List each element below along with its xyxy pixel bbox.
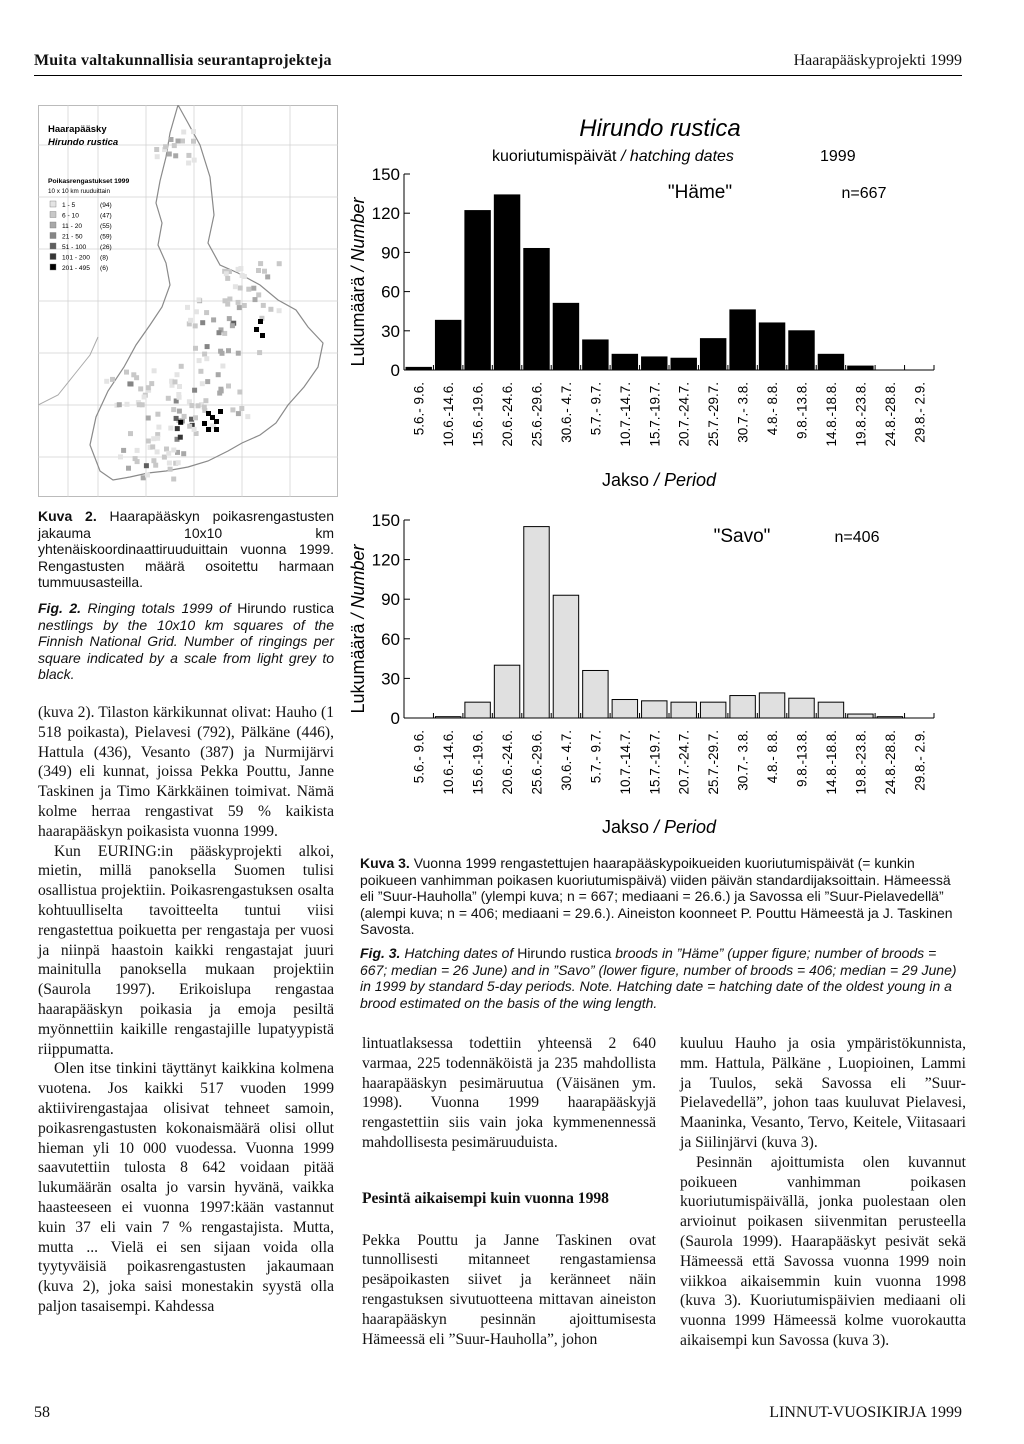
paragraph: Pesinnän ajoittumista olen kuvannut poikueen vanhimman poikasen kuoriutumispäivällä, jonka puolestaan olen arvioinut poikasen siivenmitan perusteella (Saurola 1999). Haarapääskyt pesivät sekä Hämeessä että Savossa vuonna 1999 noin viikkoa aikaisemmin kuin vuonna 1998 (kuva 3). Kuoriutumispäivien mediaani oli vuonna 1999 Hämeessä kolme vuorokautta aikaisempi kun Savossa (kuva 3). [680,1153,966,1349]
ringing-square [151,458,156,463]
legend-swatch [50,254,56,260]
x-tick-label: 4.8.- 8.8. [765,730,781,784]
bar [583,340,608,370]
bar [435,320,460,370]
ringing-square [167,461,172,466]
bar [671,702,696,718]
running-header-left: Muita valtakunnallisia seurantaprojekteja [34,52,332,69]
x-tick-label: 20.7.-24.7. [676,730,692,795]
bar [700,339,725,370]
ringing-square [242,303,247,308]
ringing-square [174,416,179,421]
bar [583,670,608,718]
ringing-square [237,390,242,395]
ringing-square [256,268,261,273]
y-tick-label: 120 [371,550,400,570]
running-header-right: Haarapääskyprojekti 1999 [793,52,962,69]
ringing-square [176,392,181,397]
bar [848,366,873,370]
ringing-square [166,451,171,456]
figure-2-english: Fig. 2. Ringing totals 1999 of Hirundo rustica nestlings by the 10x10 km squares of the Finnish National Grid. Number of ringings per square indicated by a scale from light grey to black. [38,599,335,683]
ringing-square [150,444,155,449]
map-legend-title: Poikasrengastukset 1999 [48,178,130,185]
ringing-square [253,297,258,302]
y-tick-label: 30 [381,669,400,689]
ringing-square [171,477,176,482]
journal-name: LINNUT-VUOSIKIRJA 1999 [769,1404,962,1421]
legend-swatch [50,222,56,228]
paragraph: kuuluu Hauho ja osia ympäristökunnista, mm. Hattula, Pälkäne , Luopioinen, Lammi ja Tuulos, sekä Savossa eli ”Suur-Pielavedellä”, johon taas kuuluvat Pielavesi, Maaninka, Vesanto, Tervo, Keitele, Viitasaari ja Siilinjärvi (kuva 3). [680,1035,966,1151]
ringing-square [168,467,173,472]
header-rule [34,75,962,76]
ringing-square [178,435,183,440]
y-axis [372,511,410,728]
ringing-square [125,402,130,407]
ringing-square [218,409,223,414]
ringing-square [155,436,160,441]
ringing-square [194,309,199,314]
y-axis-label: Lukumäärä / Number [348,197,368,367]
ringing-square [191,129,196,134]
ringing-square [204,310,209,315]
legend-count: (6) [100,265,109,272]
ringing-square [176,460,181,465]
y-tick-label: 150 [371,511,400,530]
ringing-square [236,267,241,272]
ringing-square [155,154,160,159]
legend-swatch [50,233,56,239]
x-tick-label: 10.6.-14.6. [441,730,457,795]
ringing-square [205,344,210,349]
bar [494,195,519,370]
bar [494,665,519,718]
x-tick-label: 14.8.-18.8. [823,382,839,447]
ringing-square [242,274,247,279]
legend-count: (8) [100,254,109,262]
x-tick-label: 15.7.-19.7. [647,730,663,795]
legend-swatch [50,201,56,207]
section-heading: Pesintä aikaisempi kuin vuonna 1998 [362,1189,609,1207]
x-axis-label: Jakso / Period [601,470,717,490]
x-tick-label: 29.8.- 2.9. [912,382,928,443]
ringing-square [236,351,241,356]
y-tick-label: 90 [381,243,400,263]
ringing-square [211,317,216,322]
bar [759,323,784,370]
chart-title: Hirundo rustica [579,115,741,142]
x-tick-label: 24.8.-28.8. [882,382,898,447]
ringing-square [155,412,160,417]
body-column-3 [680,1034,966,1351]
bar [524,248,549,370]
ringing-square [171,448,176,453]
y-tick-label: 60 [381,282,400,302]
ringing-square [128,431,133,436]
ringing-square [117,402,122,407]
ringing-square [256,292,261,297]
x-tick-label: 19.8.-23.8. [853,382,869,447]
ringing-square [225,276,230,281]
ringing-square [134,375,139,380]
x-tick-label: 10.7.-14.7. [617,730,633,795]
map-legend-subtitle: 10 x 10 km ruuduittain [48,188,110,195]
ringing-square [146,416,151,421]
ringing-square [200,381,205,386]
ringing-square [193,346,198,351]
ringing-square [225,302,230,307]
ringing-square [202,352,207,357]
legend-range: 51 - 100 [62,244,87,251]
legend-range: 21 - 50 [62,233,83,241]
ringing-map [38,105,338,497]
legend-count: (26) [100,244,112,251]
x-tick-label: 15.7.-19.7. [647,382,663,447]
x-tick-label: 30.7.- 3.8. [735,730,751,791]
ringing-square [224,271,229,276]
ringing-square [230,407,235,412]
ringing-square [217,330,222,335]
chart-year: 1999 [820,148,856,165]
ringing-square [200,320,205,325]
ringing-square [206,411,211,416]
ringing-square [230,323,235,328]
ringing-square [233,284,238,289]
bar [553,303,578,370]
x-tick-label: 5.6.- 9.6. [411,730,427,784]
bar [848,714,873,718]
ringing-square [191,139,196,144]
ringing-square [257,350,262,355]
figure-2-en-label: Fig. 2. [38,599,82,616]
x-tick-label: 5.6.- 9.6. [411,382,427,436]
ringing-square [178,420,183,425]
x-tick-label: 25.6.-29.6. [529,730,545,795]
legend-range: 11 - 20 [62,223,83,230]
legend-range: 201 - 495 [62,265,90,272]
ringing-square [197,297,202,302]
x-axis [404,365,934,447]
ringing-square [245,414,250,419]
figure-3-english: Fig. 3. Hatching dates of Hirundo rustica broods in ”Häme” (upper figure; number of broods = 667; median = 26 June) and in ”Savo” (lower figure, number of broods = 406; median = 29 June) in 1999 by standard 5-day periods. Note. Hatching date = hatching date of the oldest young in a brood estimated on the basis of the wing length. [360,944,957,1011]
region-label: "Häme" [667,182,733,203]
ringing-square [214,427,219,432]
x-tick-label: 5.7.- 9.7. [588,382,604,436]
legend-count: (59) [100,233,112,241]
ringing-square [246,287,251,292]
hatching-chart-savo [342,500,942,845]
ringing-square [192,158,197,163]
ringing-square [203,398,208,403]
map-title: Haarapääsky [48,124,107,135]
ringing-square [167,152,172,157]
paragraph: Kun EURING:in pääskyprojekti alkoi, mietin, millä panoksella Suomen tulisi osallistua projektiin. Poikasrengastuksen osalta kohtuulliselta tavoitteelta tuntui viisi rengastettua poikuetta per rengastaja per vuosi ja niinpä haastoin kaikki rengastajat juuri mainitulla panoksella mukaan projektiin (Saurola 1997). Erikoislupa rengastaa haarapääskyn poikasia ja emoja pesiltä myönnettiin kaikille rengastajille lupatyypistä riippumatta. [38,842,334,1058]
legend-range: 1 - 5 [62,202,76,209]
figure-3-en-label: Fig. 3. [360,944,401,961]
map-subtitle: Hirundo rustica [48,137,119,148]
bar [671,358,696,370]
ringing-square [258,319,263,324]
x-tick-label: 14.8.-18.8. [823,730,839,795]
ringing-square [169,137,174,142]
x-tick-label: 24.8.-28.8. [882,730,898,795]
x-tick-label: 19.8.-23.8. [853,730,869,795]
ringing-square [163,144,168,149]
ringing-square [168,426,173,431]
x-tick-label: 30.6.- 4.7. [558,730,574,791]
ringing-square [166,396,171,401]
x-tick-label: 20.7.-24.7. [676,382,692,447]
ringing-square [172,143,177,148]
x-tick-label: 10.7.-14.7. [617,382,633,447]
ringing-square [180,139,185,144]
ringing-square [262,269,267,274]
x-tick-label: 10.6.-14.6. [441,382,457,447]
x-tick-label: 20.6.-24.6. [500,730,516,795]
x-tick-label: 25.7.-29.7. [706,382,722,447]
ringing-square [149,381,154,386]
bar [524,527,549,718]
ringing-square [188,318,193,323]
figure-3-species: Hirundo rustica [517,944,612,961]
ringing-square [144,463,149,468]
ringing-square [186,153,191,158]
paragraph: Pekka Pouttu ja Janne Taskinen ovat tunnollisesti mitanneet rengastamiensa pesäpoikasten siivet ja keränneet näin rengastuksen sivutuotteena mittavan aineiston haarapääskyn pesinnän ajoittumisesta Hämeessä eli ”Suur-Hauholla”, johon [362,1231,656,1348]
x-tick-label: 9.8.-13.8. [794,730,810,788]
page-number: 58 [34,1404,50,1421]
ringing-square [196,403,201,408]
ringing-square [193,323,198,328]
bar [700,702,725,718]
ringing-square [220,364,225,369]
bar [642,357,667,370]
y-tick-label: 120 [371,204,400,224]
y-axis-label: Lukumäärä / Number [348,544,368,714]
x-tick-label: 29.8.- 2.9. [912,730,928,791]
ringing-square [261,303,266,308]
ringing-square [227,316,232,321]
ringing-square [193,415,198,420]
figure-2-label: Kuva 2. [38,508,97,524]
x-tick-label: 30.6.- 4.7. [558,382,574,443]
bar [789,698,814,718]
bars [406,195,873,370]
bars [435,527,902,718]
paragraph: Olen itse tinkini täyttänyt kaikkina kolmena vuotena. Jos kaikki 517 vuoden 1999 aktiivirengastajaa olisivat tehneet samoin, poikasrengastusten kokonaismäärä olisi ollut hieman yli 10 000 vuodessa. Vuonna 1999 saavutettiin tulosta 8 642 voidaan pitää lukumäärän osalta jo varsin hyvänä, vaikka haasteeseen ei vuonna 1997:kään vastannut kuin 37 eli vain 7 % rengastajista. Mutta, mutta ... Vielä ei sen sijaan voida olla tyytyväisiä poikasrengastusten jakaumaan (kuva 2), joka saisi monestakin syystä olla paljon tasaisempi. Kahdessa [38,1060,334,1315]
ringing-square [277,261,282,266]
ringing-square [268,307,273,312]
ringing-square [142,395,147,400]
sample-size: n=406 [834,529,880,546]
ringing-square [239,406,244,411]
ringing-square [254,327,259,332]
y-tick-label: 60 [381,629,400,649]
x-tick-label: 15.6.-19.6. [470,730,486,795]
ringing-square [141,475,146,480]
ringing-square [171,407,176,412]
ringing-square [202,421,207,426]
figure-3-caption [360,855,966,1011]
bar [877,717,902,718]
bar [759,693,784,718]
legend-count: (47) [100,212,112,220]
ringing-square [237,305,242,310]
ringing-square [181,451,186,456]
ringing-square [124,370,129,375]
x-axis [404,713,934,795]
ringing-square [175,372,180,377]
legend-count: (94) [100,202,112,209]
y-tick-label: 0 [390,361,400,380]
ringing-square [156,425,161,430]
paragraph: lintuatlaksessa todettiin yhteensä 2 640 varmaa, 225 todennäköistä ja 235 mahdollista haarapääskyn pesimäruutua (Väisänen ym. 1998). Vuonna 1999 haarapääskyjä rengastettiin siis vain joka kymmenennessä mahdollisesta pesimäruuduista. [362,1035,656,1151]
ringing-square [192,427,197,432]
bar [406,367,431,370]
legend-swatch [50,264,56,270]
ringing-square [204,356,209,361]
ringing-square [177,384,182,389]
y-tick-label: 30 [381,321,400,341]
x-tick-label: 25.7.-29.7. [706,730,722,795]
hatching-chart-hame [342,105,942,497]
y-tick-label: 90 [381,590,400,610]
bar [465,211,490,370]
ringing-square [153,463,158,468]
x-axis-label: Jakso / Period [601,817,717,837]
ringing-square [251,286,256,291]
chart-subtitle: kuoriutumispäivät / hatching dates [492,148,734,165]
ringing-square [226,348,231,353]
x-tick-label: 25.6.-29.6. [529,382,545,447]
ringing-square [192,388,197,393]
ringing-square [260,333,265,338]
x-tick-label: 5.7.- 9.7. [588,730,604,784]
bar [435,717,460,718]
ringing-square [176,139,181,144]
ringing-square [198,369,203,374]
ringing-square [185,305,190,310]
ringing-square [220,351,225,356]
legend-range: 6 - 10 [62,212,79,220]
ringing-square [104,379,109,384]
ringing-square [206,427,211,432]
ringing-square [265,274,270,279]
bar [612,354,637,370]
legend-count: (55) [100,223,112,230]
legend-swatch [50,212,56,218]
ringing-square [216,372,221,377]
ringing-square [164,447,169,452]
ringing-square [177,409,182,414]
ringing-square [175,426,180,431]
y-tick-label: 150 [371,165,400,184]
figure-2-species: Hirundo rustica [237,599,335,616]
x-tick-label: 4.8.- 8.8. [765,382,781,436]
ringing-square [138,386,143,391]
ringing-square [277,308,282,313]
ringing-square [227,297,232,302]
ringing-square [187,424,192,429]
ringing-square [182,414,187,419]
ringing-square [238,286,243,291]
ringing-square [118,454,123,459]
bar [730,310,755,370]
ringing-square [173,379,178,384]
ringing-square [236,300,241,305]
y-tick-label: 0 [390,709,400,728]
x-tick-label: 9.8.-13.8. [794,382,810,440]
y-axis [372,165,410,380]
ringing-square [110,377,115,382]
bar [553,595,578,718]
figure-3-text: Vuonna 1999 rengastettujen haarapääskypoikueiden kuoriutumispäivät (= kunkin poikueen vanhimman poikasen kuoriutumispäivä) viiden päivän standardijaksoittain. Hämeessä eli ”Suur-Hauholla” (ylempi kuva; n = 667; mediaani = 26.6.) ja Savossa eli ”Suur-Pielavedellä” (alempi kuva; n = 406; mediaani = 29.6.). Aineiston koonneet P. Pouttu Hämeestä ja J. Taskinen Savosta. [360,855,953,938]
legend-range: 101 - 200 [62,254,90,262]
bar [642,701,667,718]
ringing-square [258,261,263,266]
ringing-square [173,153,178,158]
ringing-square [197,358,202,363]
sample-size: n=667 [841,185,887,202]
x-tick-label: 15.6.-19.6. [470,382,486,447]
ringing-square [145,473,150,478]
bar [818,354,843,370]
figure-2-text: Haarapääskyn poikasrengastusten jakauma 10x10 km yhtenäiskoordinaattiruuduittain vuonna 1999. Rengastusten määrä osoitettu harmaan tummuusasteilla. [38,508,334,591]
ringing-square [179,364,184,369]
body-column-1 [38,703,334,1317]
ringing-square [162,455,167,460]
ringing-square [214,419,219,424]
ringing-square [152,368,157,373]
bar [818,702,843,718]
legend-swatch [50,243,56,249]
x-tick-label: 20.6.-24.6. [500,382,516,447]
ringing-square [126,466,131,471]
ringing-square [219,388,224,393]
ringing-square [186,161,191,166]
ringing-square [236,411,241,416]
bar [730,696,755,718]
ringing-square [135,448,140,453]
ringing-square [140,402,145,407]
ringing-square [226,384,231,389]
x-tick-label: 30.7.- 3.8. [735,382,751,443]
ringing-square [146,439,151,444]
paragraph: (kuva 2). Tilaston kärkikunnat olivat: Hauho (1 518 poikasta), Pielavesi (792), Pälkäne (446), Hattula (436), Vesanto (387) ja Nurmijärvi (349) eli kunnat, joissa Pekka Pouttu, Janne Taskinen ja Timo Kärkkäinen toimivat. Nämä kolme herraa rengastivat 59 % kaikista haarapääskyn poikasista vuonna 1999. [38,704,334,840]
ringing-square [155,449,160,454]
ringing-square [205,379,210,384]
region-label: "Savo" [713,526,771,547]
ringing-square [189,403,194,408]
bar [465,702,490,718]
ringing-square [121,448,126,453]
ringing-square [127,381,132,386]
figure-3-label: Kuva 3. [360,855,410,871]
bar [612,700,637,718]
ringing-square [133,456,138,461]
ringing-square [154,147,159,152]
body-column-2 [362,1034,656,1349]
figure-2-caption [38,508,334,683]
bar [789,331,814,370]
ringing-square [181,130,186,135]
